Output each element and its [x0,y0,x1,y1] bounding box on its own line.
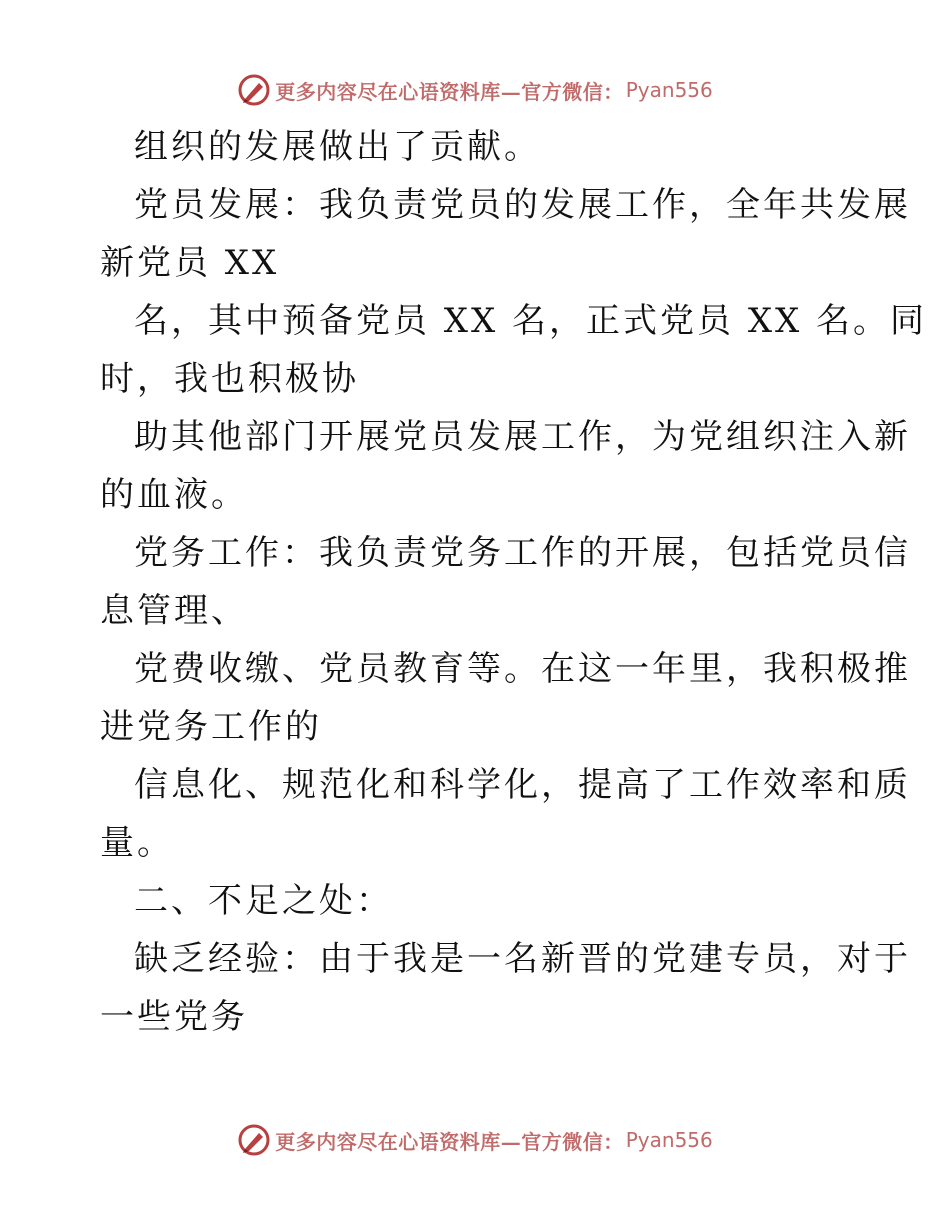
pen-logo-icon [237,1123,271,1157]
text-line: 新党员 XX [100,243,280,283]
text-line: 时，我也积极协 [100,359,359,399]
watermark-text: 更多内容尽在心语资料库—官方微信： [275,1129,624,1154]
watermark-text: 更多内容尽在心语资料库—官方微信： [275,79,624,104]
text-line: 信息化、规范化和科学化，提高了工作效率和质 [134,765,911,805]
page-footer-watermark [0,1120,950,1160]
text-line: 组织的发展做出了贡献。 [134,127,541,167]
text-line: 息管理、 [100,591,248,631]
text-line: 二、不足之处： [134,881,393,921]
text-line: 的血液。 [100,475,248,515]
text-line: 缺乏经验：由于我是一名新晋的党建专员，对于 [134,939,911,979]
text-line: 助其他部门开展党员发展工作，为党组织注入新 [134,417,911,457]
text-line: 名，其中预备党员 XX 名，正式党员 XX 名。同 [134,301,928,341]
watermark-wechat-id: Pyan556 [625,78,713,102]
page-header-watermark [0,70,950,110]
pen-logo-icon [237,73,271,107]
text-line: 党费收缴、党员教育等。在这一年里，我积极推 [134,649,911,689]
text-line: 进党务工作的 [100,707,322,747]
document-body [100,118,928,1046]
watermark-wechat-id: Pyan556 [625,1128,713,1152]
text-line: 一些党务 [100,997,248,1037]
text-line: 党员发展：我负责党员的发展工作，全年共发展 [134,185,911,225]
text-line: 党务工作：我负责党务工作的开展，包括党员信 [134,533,911,573]
text-line: 量。 [100,823,174,863]
